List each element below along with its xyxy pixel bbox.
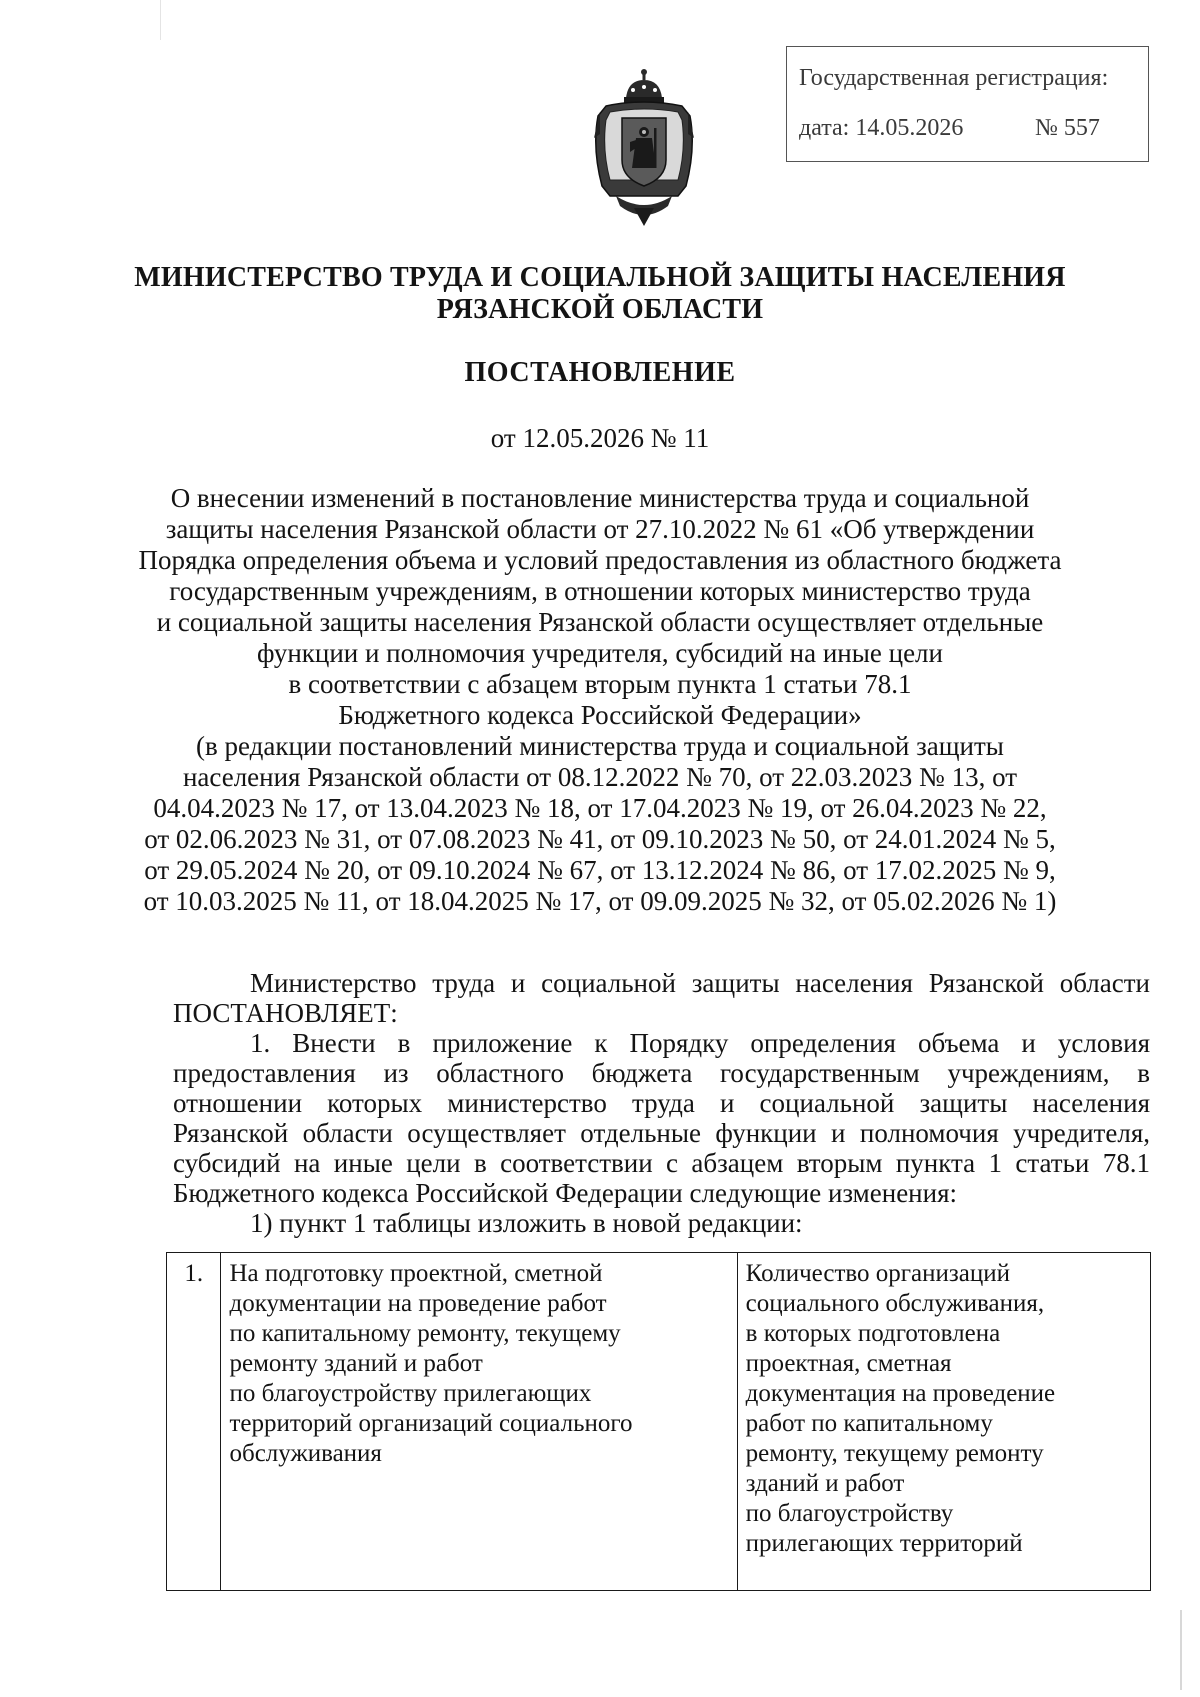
cell-line: документация на проведение xyxy=(745,1380,1056,1407)
subject-line: в соответствии с абзацем вторым пункта 1 статьи 78.1 xyxy=(288,669,912,699)
ministry-name-line: РЯЗАНСКОЙ ОБЛАСТИ xyxy=(436,294,764,325)
cell-line: документации на проведение работ xyxy=(229,1290,607,1317)
body-line: Бюджетного кодекса Российской Федерации следующие изменения: xyxy=(173,1178,958,1208)
state-registration-box xyxy=(786,46,1149,162)
subject-line: от 10.03.2025 № 11, от 18.04.2025 № 17, от 09.09.2025 № 32, от 05.02.2026 № 1) xyxy=(143,886,1057,916)
registration-date: дата: 14.05.2026 xyxy=(799,115,964,141)
body-line: 1. Внести в приложение к Порядку определения объема и условия xyxy=(250,1028,1150,1058)
registration-title: Государственная регистрация: xyxy=(799,65,1109,91)
body-line: 1) пункт 1 таблицы изложить в новой редакции: xyxy=(250,1208,803,1238)
cell-line: обслуживания xyxy=(229,1440,382,1467)
subject-line: государственным учреждениям, в отношении которых министерство труда xyxy=(169,576,1031,606)
cell-line: по благоустройству xyxy=(745,1500,954,1527)
table-cell-result xyxy=(737,1253,1150,1591)
scan-artifact-line xyxy=(1180,1610,1182,1690)
subject-line: О внесении изменений в постановление министерства труда и социальной xyxy=(170,483,1030,513)
subject-line: функции и полномочия учредителя, субсидий на иные цели xyxy=(257,638,943,668)
subject-line: и социальной защиты населения Рязанской области осуществляет отдельные xyxy=(156,607,1044,637)
document-body xyxy=(173,968,1150,1238)
scan-artifact-line xyxy=(160,0,161,40)
cell-line: работ по капитальному xyxy=(745,1410,993,1437)
subject-line: 04.04.2023 № 17, от 13.04.2023 № 18, от 17.04.2023 № 19, от 26.04.2023 № 22, xyxy=(153,793,1047,823)
body-line: предоставления из областного бюджета государственным учреждениям, в xyxy=(173,1058,1150,1088)
table-row xyxy=(167,1253,1151,1591)
table-cell-number xyxy=(167,1253,221,1591)
cell-line: зданий и работ xyxy=(745,1470,905,1497)
subject-line: (в редакции постановлений министерства труда и социальной защиты xyxy=(196,731,1004,761)
cell-line: ремонту зданий и работ xyxy=(229,1350,483,1377)
document-subject xyxy=(0,483,1200,917)
registration-number: № 557 xyxy=(1035,115,1100,141)
cell-line: территорий организаций социального xyxy=(229,1410,633,1437)
cell-line: ремонту, текущему ремонту xyxy=(745,1440,1044,1467)
cell-line: проектная, сметная xyxy=(745,1350,952,1377)
subject-line: от 02.06.2023 № 31, от 07.08.2023 № 41, от 09.10.2023 № 50, от 24.01.2024 № 5, xyxy=(144,824,1056,854)
body-line: субсидий на иные цели в соответствии с абзацем вторым пункта 1 статьи 78.1 xyxy=(173,1148,1150,1178)
subject-line: Порядка определения объема и условий предоставления из областного бюджета xyxy=(138,545,1062,575)
table-cell-direction xyxy=(221,1253,737,1591)
body-line: Рязанской области осуществляет отдельные функции и полномочия учредителя, xyxy=(173,1118,1150,1148)
subject-line: Бюджетного кодекса Российской Федерации» xyxy=(338,700,862,730)
row-number: 1. xyxy=(184,1260,204,1287)
cell-line: прилегающих территорий xyxy=(745,1530,1023,1557)
ryazan-coat-of-arms-icon xyxy=(586,68,702,228)
body-line: ПОСТАНОВЛЯЕТ: xyxy=(173,998,398,1028)
cell-line: Количество организаций xyxy=(745,1260,1011,1287)
subject-line: населения Рязанской области от 08.12.2022 № 70, от 22.03.2023 № 13, от xyxy=(182,762,1018,792)
subject-line: от 29.05.2024 № 20, от 09.10.2024 № 67, от 13.12.2024 № 86, от 17.02.2025 № 9, xyxy=(144,855,1056,885)
document-date-number: от 12.05.2026 № 11 xyxy=(490,423,710,453)
body-line: Министерство труда и социальной защиты населения Рязанской области xyxy=(250,968,1150,998)
body-line: отношении которых министерство труда и социальной защиты населения xyxy=(173,1088,1150,1118)
ministry-name-line: МИНИСТЕРСТВО ТРУДА И СОЦИАЛЬНОЙ ЗАЩИТЫ НАСЕЛЕНИЯ xyxy=(134,262,1066,293)
changes-table xyxy=(166,1252,1151,1591)
cell-line: по капитальному ремонту, текущему xyxy=(229,1320,621,1347)
cell-line: по благоустройству прилегающих xyxy=(229,1380,592,1407)
subject-line: защиты населения Рязанской области от 27.10.2022 № 61 «Об утверждении xyxy=(165,514,1035,544)
cell-line: социального обслуживания, xyxy=(745,1290,1045,1317)
cell-line: На подготовку проектной, сметной xyxy=(229,1260,603,1287)
document-type: ПОСТАНОВЛЕНИЕ xyxy=(464,357,736,388)
ministry-name xyxy=(0,262,1200,326)
cell-line: в которых подготовлена xyxy=(745,1320,1001,1347)
